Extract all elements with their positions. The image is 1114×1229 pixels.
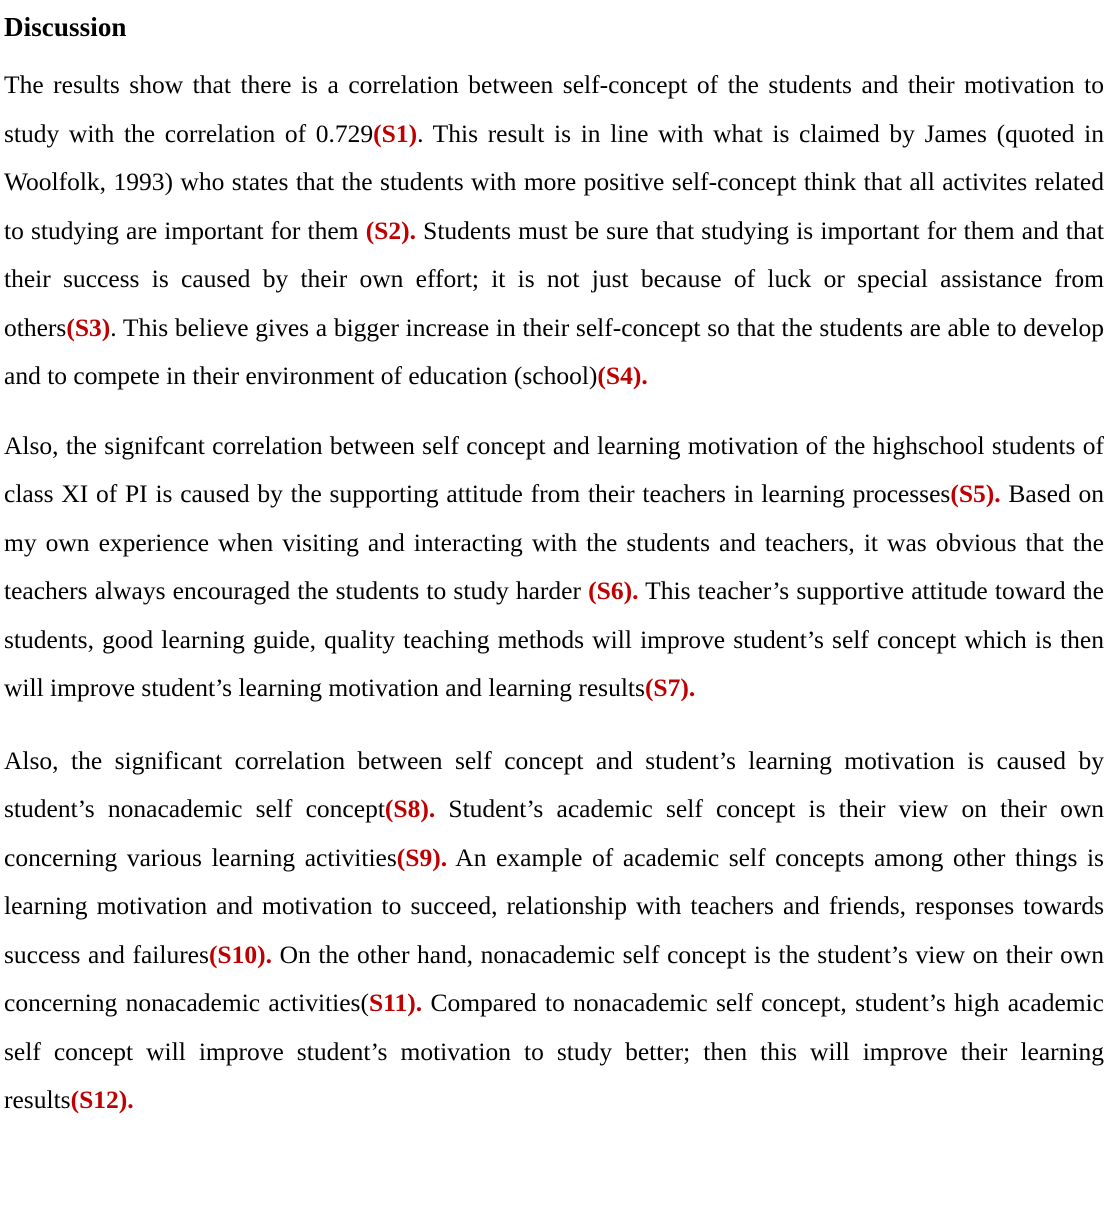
sentence-marker: (S9). [396,842,448,872]
paragraph-2 [4,422,1104,713]
paragraph-text-run: An example of academic self concepts among other things is learning motivation and motivation to succeed, relationship with teachers and friends, responses towards success and failures [4,842,1104,969]
sentence-marker: (S12). [70,1085,134,1114]
sentence-marker: (S8). [384,794,436,823]
sentence-marker: (S3) [66,312,111,342]
paragraph-text-run: Students must be sure that studying is important for them and that their success is caused by their own effort; it is not just because of luck or special assistance from others [4,215,1104,342]
sentence-marker: (S7). [644,673,696,702]
paragraph-text-run: Student’s academic self concept is their view on their own concerning various learning activities [4,794,1104,872]
paragraph-text-run: Based on my own experience when visiting and interacting with the students and teachers, it was obvious that the teachers always encouraged the students to study harder [4,479,1104,605]
paragraph-text-run: On the other hand, nonacademic self concept is the student’s view on their own concerning nonacademic activities( [4,939,1104,1017]
sentence-marker: (S10). [208,939,272,969]
sentence-marker: (S1) [373,118,418,148]
sentence-marker: (S6). [588,576,639,605]
paragraph-text-run: The results show that there is a correlation between self-concept of the students and their motivation to study with the correlation of 0.729 [4,70,1104,148]
paragraph-text-run: Also, the significant correlation between self concept and student’s learning motivation is caused by student’s nonacademic self concept [4,745,1104,823]
paragraph-text-run: . This result is in line with what is claimed by James (quoted in Woolfolk, 1993) who states that the students with more positive self-concept think that all activites related to studying are important for them [4,118,1104,245]
paragraph-1 [4,61,1104,401]
paragraph-text-run: Also, the signifcant correlation between self concept and learning motivation of the highschool students of class XI of PI is caused by the supporting attitude from their teachers in learning processes [4,430,1104,508]
paragraph-text-run: This teacher’s supportive attitude toward the students, good learning guide, quality teaching methods will improve student’s self concept which is then will improve student’s learning motivation and learning results [4,576,1104,702]
sentence-marker: (S5). [950,479,1001,508]
sentence-marker: (S2). [365,215,416,245]
page-title: Discussion [4,12,127,42]
paragraph-3 [4,737,1104,1125]
paragraph-text-run: Compared to nonacademic self concept, student’s high academic self concept will improve student’s motivation to study better; then this will improve their learning results [4,988,1105,1114]
sentence-marker: (S4). [597,361,648,390]
paragraph-text-run: . This believe gives a bigger increase in their self-concept so that the students are able to develop and to compete in their environment of education (school) [4,312,1104,390]
sentence-marker: S11). [368,988,423,1017]
